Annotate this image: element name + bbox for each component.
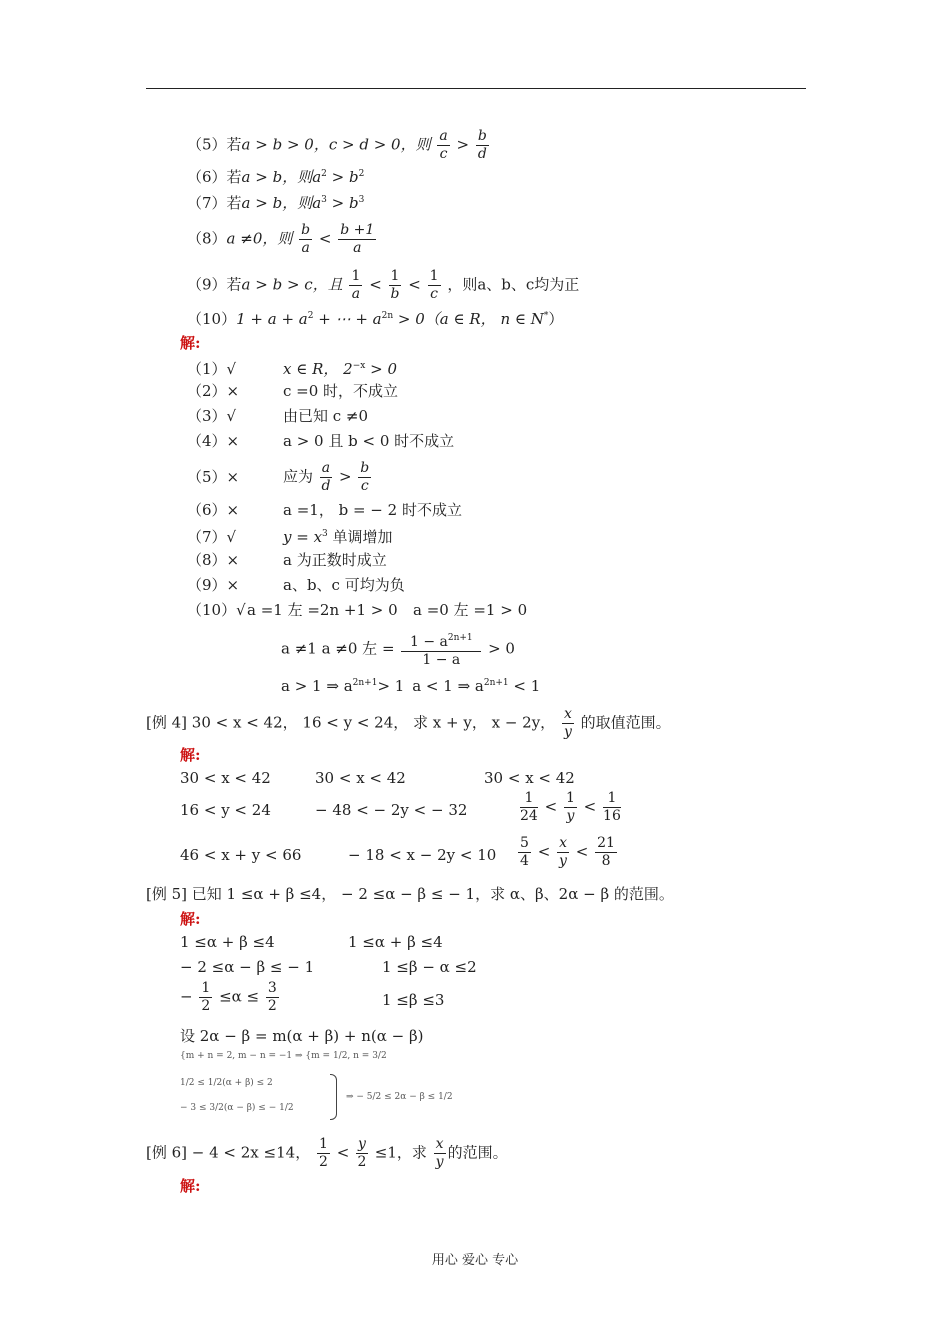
answer-text: a < 1 ⇒ a (412, 677, 484, 695)
numerator: 1 (318, 1136, 328, 1152)
numerator: 1 (390, 268, 400, 284)
example-6-heading (146, 1136, 508, 1171)
denominator: a (353, 240, 362, 256)
fraction (562, 706, 574, 741)
denominator: y (559, 853, 567, 869)
ex5-small-system: {m + n = 2, m − n = −1 ⇒ {m = 1/2, n = 3/2 (180, 1051, 387, 1061)
ex5-r1b: 1 ≤α + β ≤4 (348, 933, 443, 951)
fraction (476, 128, 489, 163)
numerator: b (301, 222, 311, 238)
denominator: d (321, 478, 331, 494)
answer-label: （3）√ (187, 407, 237, 425)
answer-row (187, 575, 405, 595)
operator: < (318, 229, 332, 248)
answer-label: （4）× (187, 432, 240, 450)
ex4-r2b: − 48 < − 2y < − 32 (315, 801, 468, 819)
denominator: 2 (318, 1154, 328, 1170)
solution-heading: 解: (180, 746, 201, 764)
denominator: a (351, 286, 361, 302)
answer-text: 单调增加 (327, 528, 393, 546)
answer-label: （9）× (187, 576, 240, 594)
fraction (564, 790, 577, 825)
fraction (401, 630, 481, 669)
numerator: 1 (429, 268, 439, 284)
example-4-heading (146, 706, 671, 741)
denominator: 2 (201, 998, 211, 1014)
ex4-r2c (518, 790, 623, 825)
operator: < (537, 842, 551, 861)
answer-label: （8）× (187, 551, 240, 569)
answer-text: a 为正数时成立 (283, 551, 387, 569)
header-rule (146, 88, 806, 89)
numerator: 1 (603, 790, 621, 808)
item-label: （9）若 (187, 275, 242, 294)
operator: < (369, 275, 382, 294)
answer-row-10b (281, 630, 515, 669)
answer-text: > 0 (488, 639, 515, 658)
item-text: ，则a、b、c均为正 (447, 275, 580, 294)
operator: − (180, 987, 193, 1006)
answer-text: 由已知 c ≠0 (283, 407, 369, 425)
item-8 (187, 222, 378, 257)
answer-text: a =0 左 =1 > 0 (413, 601, 528, 619)
ex5-small-ineq2: − 3 ≤ 3/2(α − β) ≤ − 1/2 (180, 1103, 294, 1113)
ex5-r2b: 1 ≤β − α ≤2 (382, 958, 477, 976)
item-text: a > b，则a (241, 194, 322, 212)
answer-text: y = x (283, 528, 323, 546)
answer-row (187, 406, 368, 426)
answer-row (187, 356, 397, 379)
denominator: y (566, 808, 575, 824)
fraction (338, 222, 376, 257)
ex5-r1a: 1 ≤α + β ≤4 (180, 933, 275, 951)
answer-text: a =1 左 =2n +1 > 0 (247, 601, 398, 619)
ex5-r3b: 1 ≤β ≤3 (382, 991, 445, 1009)
item-6 (187, 164, 364, 187)
fraction (520, 790, 538, 825)
item-9 (187, 268, 579, 303)
answer-row-5 (187, 460, 373, 495)
answer-label: （5）× (187, 467, 240, 486)
item-label: （6）若 (187, 168, 242, 186)
denominator: 2 (357, 1154, 367, 1170)
solution-heading: 解: (180, 1177, 201, 1195)
fraction (389, 268, 402, 303)
fraction (595, 835, 617, 870)
item-text: ） (548, 310, 564, 328)
numerator: 5 (520, 835, 529, 851)
example-text: [例 6] − 4 < 2x ≤14， (146, 1143, 311, 1162)
numerator: x (559, 835, 567, 851)
answer-text: a =1， b = − 2 时不成立 (283, 501, 462, 519)
denominator: c (430, 286, 438, 302)
ex4-r1a: 30 < x < 42 (180, 769, 271, 787)
answer-row (187, 431, 454, 451)
answer-row (187, 550, 387, 570)
fraction (434, 1136, 446, 1171)
answer-text: 应为 (283, 467, 314, 486)
superscript: 2n+1 (447, 633, 473, 643)
item-label: （8） (187, 229, 227, 248)
answer-label: （2）× (187, 382, 240, 400)
example-text: ≤1，求 (374, 1143, 427, 1162)
denominator: c (439, 146, 448, 162)
superscript: 2n (381, 311, 394, 321)
example-text: [例 4] 30 < x < 42， 16 < y < 24， 求 x + y， x − 2y， (146, 713, 556, 732)
answer-text: a、b、c 可均为负 (283, 576, 405, 594)
ex4-r3b: − 18 < x − 2y < 10 (348, 846, 497, 864)
example-text: ≤α ≤ (219, 987, 260, 1006)
ex4-r3c (516, 835, 619, 870)
numerator: 3 (267, 980, 277, 996)
numerator: y (358, 1136, 366, 1152)
denominator: 4 (520, 853, 529, 869)
ex4-r3a: 46 < x + y < 66 (180, 846, 302, 864)
item-text: 1 + a + a (236, 310, 308, 328)
item-label: （5）若 (187, 135, 242, 154)
fraction (557, 835, 569, 870)
denominator: y (563, 724, 572, 740)
answer-text: > 1 (377, 677, 405, 695)
fraction (356, 1136, 368, 1171)
operator: < (336, 1143, 350, 1162)
numerator: a (321, 460, 331, 476)
item-5 (187, 128, 491, 163)
example-text: 的取值范围。 (575, 713, 671, 732)
ex5-small-result: ⇒ − 5/2 ≤ 2α − β ≤ 1/2 (346, 1092, 453, 1102)
item-text: a > b，则a (241, 168, 322, 186)
numerator: 1 (520, 790, 538, 808)
answer-text: a ≠1 a ≠0 左 = (281, 639, 395, 658)
answer-row (187, 381, 398, 401)
item-text: a > b > 0，c > d > 0，则 (241, 135, 431, 154)
superscript: * (543, 311, 549, 321)
item-10 (187, 306, 563, 329)
fraction (358, 460, 371, 495)
answer-label: （6）× (187, 501, 240, 519)
superscript: 3 (358, 195, 365, 205)
numerator: 1 (351, 268, 361, 284)
numerator: a (439, 128, 448, 144)
item-label: （7）若 (187, 194, 242, 212)
fraction (317, 1136, 330, 1171)
numerator: 1 (565, 790, 575, 806)
answer-text: c =0 时，不成立 (283, 382, 399, 400)
operator: < (544, 797, 558, 816)
fraction (320, 460, 332, 495)
item-text: > b (326, 194, 359, 212)
answer-label: （1）√ (187, 360, 237, 378)
item-text: > 0（a ∈ R， n ∈ N (393, 310, 544, 328)
answer-label: （7）√ (187, 528, 237, 546)
operator: > (338, 467, 352, 486)
fraction (428, 268, 441, 303)
ex4-r1b: 30 < x < 42 (315, 769, 406, 787)
ex5-r3a (180, 980, 281, 1015)
denominator: a (301, 240, 310, 256)
fraction (518, 835, 531, 870)
numerator: b +1 (340, 222, 375, 238)
operator: < (583, 797, 597, 816)
numerator: x (435, 1136, 444, 1152)
answer-text: x ∈ R， 2 (283, 360, 353, 378)
superscript: 3 (322, 529, 328, 539)
superscript: 2n+1 (352, 678, 378, 688)
operator: > (456, 135, 470, 154)
solution-heading: 解: (180, 334, 201, 352)
denominator: 8 (601, 853, 611, 869)
answer-row-10c (281, 673, 540, 696)
fraction (603, 790, 621, 825)
item-text: + ⋯ + a (313, 310, 382, 328)
denominator: 16 (603, 808, 621, 824)
answer-text: a > 0 且 b < 0 时不成立 (283, 432, 455, 450)
denominator: 1 − a (422, 652, 461, 668)
answer-row (187, 500, 462, 520)
superscript: 2 (307, 311, 314, 321)
numerator: x (563, 706, 572, 722)
operator: < (408, 275, 421, 294)
numerator: 1 − a (409, 634, 448, 650)
page-footer: 用心 爱心 专心 (431, 1253, 519, 1268)
denominator: y (435, 1154, 444, 1170)
fraction (299, 222, 312, 257)
denominator: 24 (520, 808, 538, 824)
brace (330, 1074, 337, 1120)
superscript: 2n+1 (483, 678, 509, 688)
operator: < (575, 842, 589, 861)
item-7 (187, 190, 364, 213)
solution-heading: 解: (180, 910, 201, 928)
answer-row (187, 524, 393, 547)
example-5-heading: [例 5] 已知 1 ≤α + β ≤4， − 2 ≤α − β ≤ − 1，求 α、β、2α − β 的范围。 (146, 885, 674, 903)
superscript: 2 (358, 169, 365, 179)
superscript: 2 (321, 169, 327, 179)
ex5-r4: 设 2α − β = m(α + β) + n(α − β) (180, 1027, 424, 1045)
example-text: 的范围。 (447, 1143, 508, 1162)
denominator: c (360, 478, 369, 494)
fraction (266, 980, 279, 1015)
denominator: d (477, 146, 487, 162)
denominator: 2 (267, 998, 277, 1014)
denominator: b (390, 286, 400, 302)
numerator: 21 (597, 835, 615, 851)
ex4-r1c: 30 < x < 42 (484, 769, 575, 787)
numerator: b (360, 460, 370, 476)
ex5-small-ineq1: 1/2 ≤ 1/2(α + β) ≤ 2 (180, 1078, 273, 1088)
superscript: 3 (321, 195, 327, 205)
item-text: > b (326, 168, 359, 186)
numerator: 1 (201, 980, 211, 996)
fraction (199, 980, 212, 1015)
item-label: （10） (187, 310, 237, 328)
numerator: b (477, 128, 487, 144)
superscript: −x (352, 361, 366, 371)
item-text: a ≠0，则 (226, 229, 293, 248)
fraction (437, 128, 449, 163)
answer-text: < 1 (508, 677, 541, 695)
fraction (349, 268, 362, 303)
item-text: a > b > c，且 (241, 275, 343, 294)
answer-label: （10）√ (187, 601, 246, 619)
ex4-r2a: 16 < y < 24 (180, 801, 271, 819)
answer-text: > 0 (365, 360, 397, 378)
ex5-r2a: − 2 ≤α − β ≤ − 1 (180, 958, 315, 976)
answer-text: a > 1 ⇒ a (281, 677, 353, 695)
answer-row-10 (187, 600, 527, 620)
